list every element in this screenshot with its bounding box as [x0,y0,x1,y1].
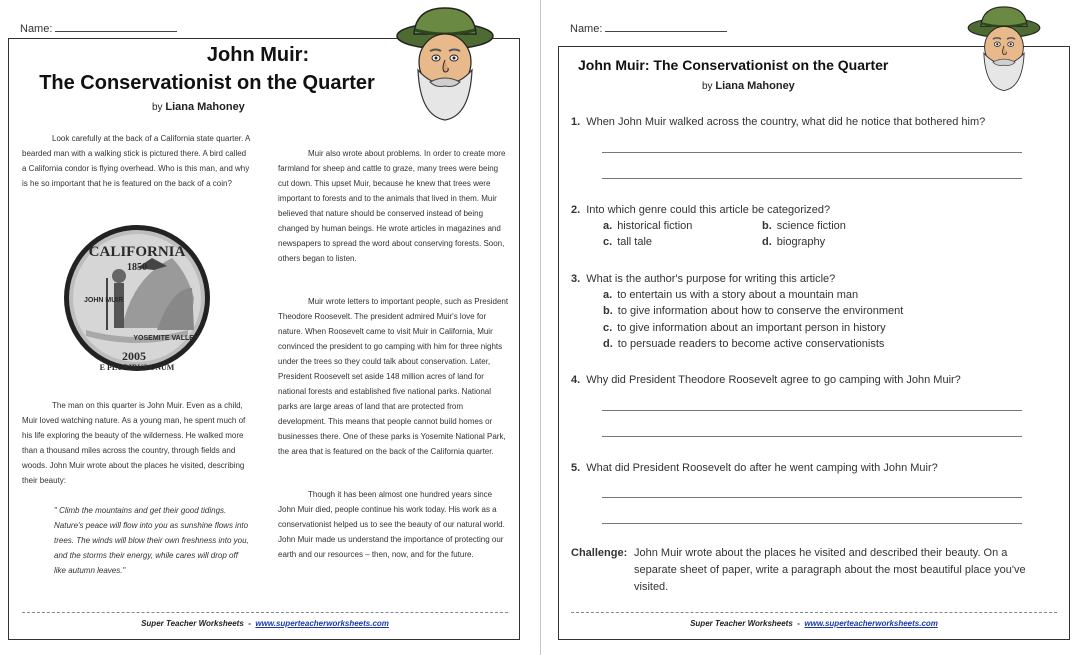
paragraph-5: Though it has been almost one hundred years since John Muir died, people continue his work today. His work as a conservationist helped us to see the beauty of our natural world. John Muir made us understand the importance of protecting our earth and our resources – then, now, and for the future. [278,490,505,559]
footer-divider [571,612,1057,613]
right-worksheet-page [558,0,1078,655]
answer-line[interactable] [602,523,1022,524]
question-2-option-b[interactable]: b. science fiction [762,220,846,232]
answer-line[interactable] [602,497,1022,498]
coin-name-text: JOHN MUIR [84,297,124,304]
question-5: 5. What did President Roosevelt do after he went camping with John Muir? [571,462,938,474]
question-2-option-c[interactable]: c. tall tale [603,236,653,248]
question-5-text: What did President Roosevelt do after he went camping with John Muir? [586,462,938,474]
muir-quote: " Climb the mountains and get their good tidings. Nature's peace will flow into you as sunshine flows into trees. The winds will blow their own freshness into you, and the storms their energy, while cares will drop off like autumn leaves." [54,506,249,575]
question-1-text: When John Muir walked across the country, what did he notice that bothered him? [586,116,986,128]
question-3-option-d[interactable]: d. to persuade readers to become active conservationists [603,338,885,350]
question-2-option-a[interactable]: a. historical fiction [603,220,693,232]
challenge-label: Challenge: [571,547,628,559]
article-byline [152,101,245,113]
worksheet-byline [702,80,795,92]
question-3: 3. What is the author's purpose for writing this article? [571,273,836,285]
footer-separator: - [797,619,800,628]
name-blank-line [605,22,727,32]
john-muir-cartoon-icon [394,4,496,122]
author-name: Liana Mahoney [165,101,245,113]
question-4: 4. Why did President Theodore Roosevelt agree to go camping with John Muir? [571,374,961,386]
author-name: Liana Mahoney [715,80,795,92]
answer-line[interactable] [602,178,1022,179]
coin-place-text: YOSEMITE VALLEY [133,335,199,342]
question-3-option-a[interactable]: a. to entertain us with a story about a mountain man [603,289,859,301]
name-label: Name: [20,23,53,35]
left-worksheet-page [8,0,528,655]
john-muir-cartoon-icon [964,4,1044,92]
paragraph-1: Look carefully at the back of a California state quarter. A bearded man with a walking stick is pictured there. A bird called a California condor is flying overhead. Who is this man, and why is he so important that he is featured on the back of a coin? [22,134,250,188]
footer [22,619,508,628]
article-title-line1: John Muir: [206,44,310,66]
name-blank-line [55,22,177,32]
page-divider [540,0,541,655]
worksheet-title: John Muir: The Conservationist on the Quarter [578,57,889,73]
question-3-option-b[interactable]: b. to give information about how to conserve the environment [603,305,904,317]
question-2-text: Into which genre could this article be categorized? [586,204,831,216]
footer [571,619,1057,628]
coin-year-bottom: 2005 [122,349,146,363]
footer-divider [22,612,508,613]
answer-line[interactable] [602,436,1022,437]
footer-brand: Super Teacher Worksheets [690,619,793,628]
paragraph-4: Muir wrote letters to important people, such as President Theodore Roosevelt. The president admired Muir's love for nature. When Roosevelt came to visit Muir in California, Muir convinced the president to go camping with him for three nights under the trees so they could talk about conservation. Later, President Roosevelt set aside 148 million acres of land for national forests and established five national parks. National parks are large areas of land that are protected from development. This means that people cannot build homes or businesses there. One of these parks is Yosemite National Park, the area that is featured on the back of the California quarter. [278,297,509,456]
question-3-text: What is the author's purpose for writing this article? [586,273,836,285]
name-field [570,22,727,35]
paragraph-3: Muir also wrote about problems. In order to create more farmland for sheep and cattle to graze, many trees were being cut down. This upset Muir, because he knew that trees were important to forests and to the animals that lived in them. Muir believed that nature should be conserved instead of being changed by human beings. He wrote articles in magazines and newspapers to spread the word about conserving forests. Soon, others began to listen. [278,149,506,263]
question-1: 1. When John Muir walked across the country, what did he notice that bothered him? [571,116,986,128]
question-2: 2. Into which genre could this article be categorized? [571,204,831,216]
footer-separator: - [248,619,251,628]
coin-state-text: CALIFORNIA [88,244,186,260]
footer-url-link[interactable]: www.superteacherworksheets.com [255,619,389,628]
byline-prefix: by [152,102,163,113]
question-3-option-c[interactable]: c. to give information about an important person in history [603,322,886,334]
article-title-line2: The Conservationist on the Quarter [39,72,375,94]
byline-prefix: by [702,81,713,92]
challenge-text: John Muir wrote about the places he visited and described their beauty. On a separate sheet of paper, write a paragraph about the most beautiful place you've visited. [634,547,1026,593]
answer-line[interactable] [602,152,1022,153]
answer-line[interactable] [602,410,1022,411]
footer-url-link[interactable]: www.superteacherworksheets.com [804,619,938,628]
question-4-text: Why did President Theodore Roosevelt agree to go camping with John Muir? [586,374,961,386]
footer-brand: Super Teacher Worksheets [141,619,244,628]
coin-motto: E PLURIBUS UNUM [99,363,175,372]
question-2-option-d[interactable]: d. biography [762,236,826,248]
california-quarter-coin-icon [62,218,212,378]
name-field [20,22,177,35]
name-label: Name: [570,23,603,35]
paragraph-2: The man on this quarter is John Muir. Even as a child, Muir loved watching nature. As a young man, he spent much of his life exploring the beauty of the wilderness. He walked more than a thousand miles across the country, through fields and woods. John Muir wrote about the places he visited, describing their beauty: [22,401,246,485]
coin-year-top: 1850 [127,262,147,273]
